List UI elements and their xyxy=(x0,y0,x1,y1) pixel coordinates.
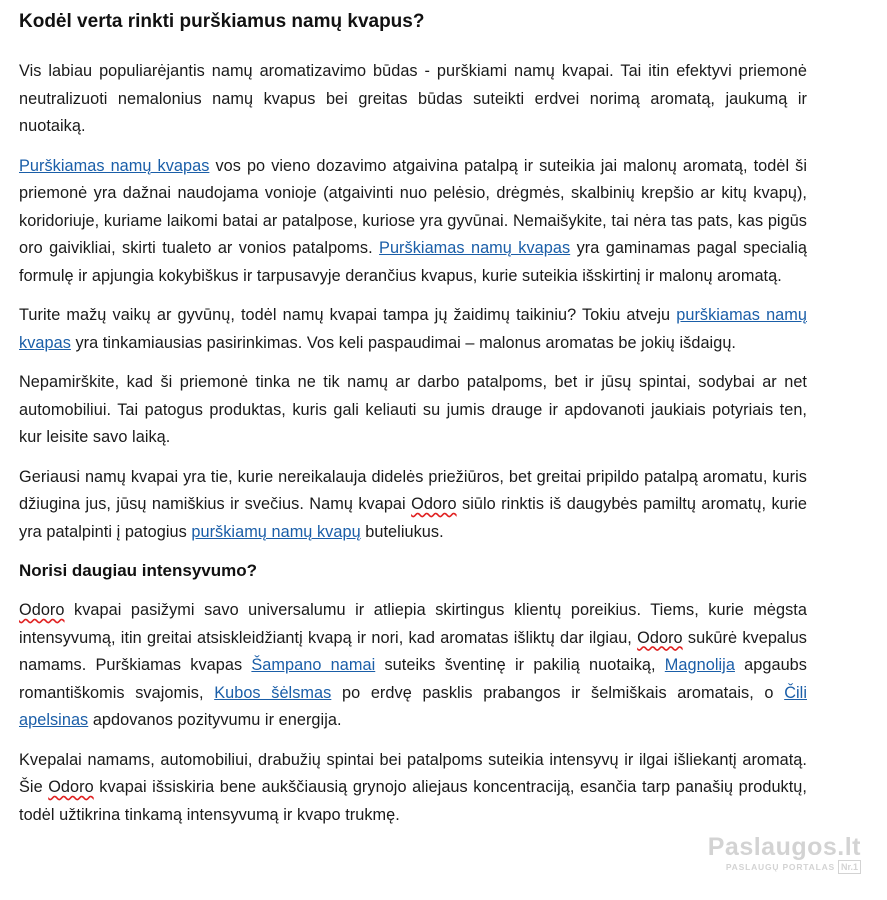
brand-odoro: Odoro xyxy=(637,628,683,647)
brand-odoro: Odoro xyxy=(48,778,94,796)
document xyxy=(19,8,807,841)
paragraph-spray-scent: Purškiamas namų kvapas vos po vieno dozavimo atgaivina patalpą ir suteikia jai malonų aromatą, todėl ši priemonė yra dažnai naudojama vonioje (atgaivinti nuo pelėsio, drėgmės, skalbinių krepšio ar kitų kvapų), koridoriuje, kuriame laikomi batai ar patalpose, kuriose yra gyvūnai. Nemaišykite, tai nėra tas pats, kas pigūs oro gaivikliai, skirti tualeto ar vonios patalpoms. Purškiamas namų kvapas yra gaminamas pagal specialią formulę ir apjungia kokybiškus ir tarpusavyje derančius kvapus, kurie suteikia išskirtinį ir malonų aromatą. xyxy=(19,156,808,285)
link-purskiamas-namu-kvapas[interactable]: Purškiamas namų kvapas xyxy=(19,156,210,175)
section-heading: Norisi daugiau intensyvumo? xyxy=(19,561,258,580)
watermark-badge: Nr.1 xyxy=(838,860,861,874)
link-cili-apelsinas[interactable]: Čili apelsinas xyxy=(19,683,807,729)
link-purskiamas-namu-kvapas-2[interactable]: Purškiamas namų kvapas xyxy=(379,239,571,257)
link-kubos-selsmas[interactable]: Kubos šėlsmas xyxy=(214,683,332,702)
link-magnolija[interactable]: Magnolija xyxy=(664,656,735,674)
paragraph-intensity: Odoro kvapai pasižymi savo universalumu ir atliepia skirtingus klientų poreikius. Tiems, kurie mėgsta intensyvumą, itin greitai atsiskleidžiantį kvapą ir nori, kad aromatas išliktų dar ilgiau, Odoro sukūrė kvepalus namams. Purškiamas kvapas Šampano namai suteiks šventinę ir pakilią nuotaiką, Magnolija apgaubs romantiškomis svajomis, Kubos šėlsmas po erdvę pasklis prabangos ir šelmiškais aromatais, o Čili apelsinas apdovanos pozityvumu ir energija. xyxy=(19,601,807,729)
watermark-tagline xyxy=(708,860,861,874)
watermark xyxy=(708,835,861,874)
link-purskiamu-namu-kvapu[interactable]: purškiamų namų kvapų xyxy=(191,522,361,541)
paragraph-intro: Vis labiau populiarėjantis namų aromatizavimo būdas - purškiami namų kvapai. Tai itin efektyvi priemonė neutralizuoti nemalonius namų kvapus bei greitas būdas suteikti erdvei norimą aromatą, jaukumą ir nuotaiką. xyxy=(19,62,807,135)
paragraph-best-scents: Geriausi namų kvapai yra tie, kurie nereikalauja didelės priežiūros, bet greitai pripildo patalpą aromatu, kuris džiugina jus, jūsų namiškius ir svečius. Namų kvapai Odoro siūlo rinktis iš daugybės pamiltų aromatų, kurie yra patalpinti į patogius purškiamų namų kvapų buteliukus. xyxy=(19,467,807,541)
link-purskiamas-namu-kvapas-3[interactable]: purškiamas namų kvapas xyxy=(19,306,807,352)
watermark-logo: Paslaugos.lt xyxy=(707,833,861,861)
link-sampano-namai[interactable]: Šampano namai xyxy=(251,656,376,674)
paragraph-perfumes: Kvepalai namams, automobiliui, drabužių spintai bei patalpoms suteikia intensyvų ir ilgai išliekantį aromatą. Šie Odoro kvapai išsiskiria bene aukščiausią grynojo aliejaus koncentraciją, esančia tarp panašių produktų, todėl užtikrina tinkamą intensyvumą ir kvapo trukmę. xyxy=(19,750,807,824)
paragraph-usage-places: Nepamirškite, kad ši priemonė tinka ne tik namų ar darbo patalpoms, bet ir jūsų spintai, sodybai ar net automobiliui. Tai patogus produktas, kuris gali keliauti su jumis drauge ir apdovanoti jaukiais potyriais ten, kur leisite savo laiką. xyxy=(19,373,807,446)
paragraph-kids-pets: Turite mažų vaikų ar gyvūnų, todėl namų kvapai tampa jų žaidimų taikiniu? Tokiu atveju purškiamas namų kvapas yra tinkamiausias pasirinkimas. Vos keli paspaudimai – malonus aromatas be jokių išdaigų. xyxy=(19,306,807,352)
brand-odoro: Odoro xyxy=(19,601,65,619)
brand-odoro: Odoro xyxy=(411,495,457,513)
page-title: Kodėl verta rinkti purškiamus namų kvapus? xyxy=(19,11,425,32)
watermark-subtitle: PASLAUGŲ PORTALAS xyxy=(725,862,835,872)
